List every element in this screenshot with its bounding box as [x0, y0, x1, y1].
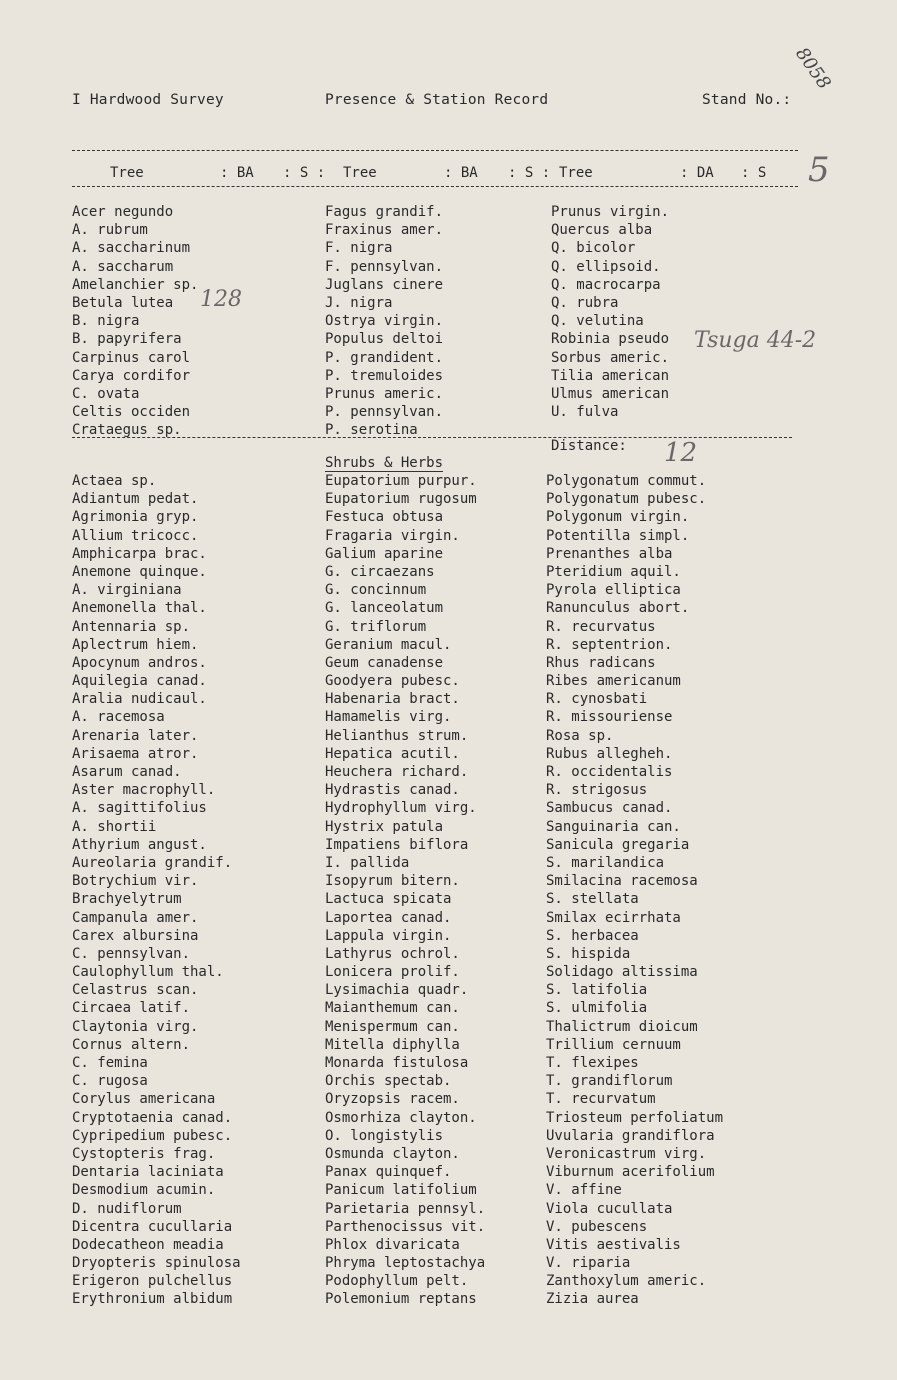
handwritten-tsuga-note: Tsuga 44-2 — [694, 328, 817, 353]
list-item: C. ovata — [72, 385, 140, 402]
list-item: Aralia nudicaul. — [72, 691, 207, 708]
list-item: P. pennsylvan. — [325, 404, 444, 421]
list-item: Geum canadense — [325, 654, 444, 671]
list-item: Dicentra cucullaria — [72, 1218, 233, 1235]
list-item: Potentilla simpl. — [546, 527, 690, 544]
list-item: C. pennsylvan. — [72, 945, 191, 962]
list-item: Arenaria later. — [72, 727, 199, 744]
list-item: S. latifolia — [546, 982, 648, 999]
list-item: Antennaria sp. — [72, 618, 191, 635]
list-item: T. grandiflorum — [546, 1073, 673, 1090]
list-item: Prunus americ. — [325, 385, 444, 402]
list-item: Rubus allegheh. — [546, 745, 673, 762]
col1-ba-header: : BA — [220, 165, 254, 181]
shrub-list-col3 — [546, 472, 723, 1309]
list-item: Carpinus carol — [72, 349, 191, 366]
list-item: Vitis aestivalis — [546, 1236, 681, 1253]
list-item: P. tremuloides — [325, 367, 444, 384]
list-item: Parietaria pennsyl. — [325, 1200, 486, 1217]
stand-number-label: Stand No.: — [702, 92, 792, 108]
list-item: A. saccharum — [72, 258, 174, 275]
list-item: Populus deltoi — [325, 331, 444, 348]
col2-tree-header: Tree — [343, 165, 377, 181]
list-item: Veronicastrum virg. — [546, 1145, 707, 1162]
list-item: Pyrola elliptica — [546, 582, 681, 599]
list-item: Eupatorium purpur. — [325, 473, 477, 489]
list-item: Q. velutina — [551, 313, 644, 330]
list-item: A. virginiana — [72, 582, 182, 599]
list-item: T. recurvatum — [546, 1091, 656, 1108]
list-item: Rosa sp. — [546, 727, 614, 744]
list-item: Hepatica acutil. — [325, 745, 460, 762]
list-item: J. nigra — [325, 294, 393, 311]
list-item: Aster macrophyll. — [72, 782, 216, 799]
list-item: Q. macrocarpa — [551, 276, 661, 293]
list-item: B. nigra — [72, 313, 140, 330]
tree-list-col1 — [72, 203, 198, 439]
list-item: Menispermum can. — [325, 1018, 460, 1035]
survey-title: I Hardwood Survey — [72, 92, 224, 108]
list-item: G. circaezans — [325, 563, 435, 580]
list-item: Circaea latif. — [72, 1000, 191, 1017]
list-item: Quercus alba — [551, 222, 653, 239]
list-item: Adiantum pedat. — [72, 491, 199, 508]
list-item: V. riparia — [546, 1255, 631, 1272]
list-item: Celtis occiden — [72, 404, 191, 421]
list-item: Campanula amer. — [72, 909, 199, 926]
list-item: Desmodium acumin. — [72, 1182, 216, 1199]
list-item: Agrimonia gryp. — [72, 509, 199, 526]
list-item: Lactuca spicata — [325, 891, 452, 908]
list-item: Polygonatum commut. — [546, 473, 707, 489]
list-item: R. cynosbati — [546, 691, 648, 708]
list-item: Lappula virgin. — [325, 927, 452, 944]
list-item: Hydrastis canad. — [325, 782, 460, 799]
col1-s-header: : S : — [283, 165, 326, 181]
list-item: Lonicera prolif. — [325, 964, 460, 981]
list-item: Crataegus sp. — [72, 422, 182, 439]
list-item: Viola cucullata — [546, 1200, 673, 1217]
list-item: V. pubescens — [546, 1218, 648, 1235]
list-item: G. triflorum — [325, 618, 427, 635]
list-item: Erigeron pulchellus — [72, 1273, 233, 1290]
list-item: Polygonatum pubesc. — [546, 491, 707, 508]
list-item: Phryma leptostachya — [325, 1255, 486, 1272]
list-item: Geranium macul. — [325, 636, 452, 653]
list-item: S. ulmifolia — [546, 1000, 648, 1017]
list-item: Dentaria laciniata — [72, 1164, 224, 1181]
list-item: Sorbus americ. — [551, 349, 670, 366]
list-item: Fagus grandif. — [325, 204, 444, 220]
list-item: Fraxinus amer. — [325, 222, 444, 239]
list-item: Cornus altern. — [72, 1036, 191, 1053]
list-item: Triosteum perfoliatum — [546, 1109, 724, 1126]
list-item: Aureolaria grandif. — [72, 854, 233, 871]
list-item: Asarum canad. — [72, 764, 182, 780]
col2-ba-header: : BA — [444, 165, 478, 181]
list-item: Trillium cernuum — [546, 1036, 681, 1053]
list-item: Osmunda clayton. — [325, 1145, 460, 1162]
list-item: Betula lutea — [72, 294, 174, 311]
list-item: Amphicarpa brac. — [72, 545, 207, 562]
list-item: A. shortii — [72, 818, 157, 835]
list-item: Dryopteris spinulosa — [72, 1255, 241, 1272]
list-item: Cypripedium pubesc. — [72, 1127, 233, 1144]
list-item: Arisaema atror. — [72, 745, 199, 762]
list-item: Panicum latifolium — [325, 1182, 477, 1199]
handwritten-distance-value: 12 — [664, 438, 698, 468]
list-item: Ribes americanum — [546, 673, 681, 690]
list-item: Hystrix patula — [325, 818, 444, 835]
dashed-rule-top — [72, 150, 798, 151]
list-item: Anemone quinque. — [72, 563, 207, 580]
list-item: R. occidentalis — [546, 764, 673, 780]
list-item: Robinia pseudo — [551, 331, 670, 348]
list-item: A. saccharinum — [72, 240, 191, 257]
list-item: Zizia aurea — [546, 1291, 639, 1308]
list-item: R. septentrion. — [546, 636, 673, 653]
list-item: F. nigra — [325, 240, 393, 257]
list-item: Sanicula gregaria — [546, 836, 690, 853]
list-item: Festuca obtusa — [325, 509, 444, 526]
list-item: C. femina — [72, 1055, 148, 1071]
list-item: Solidago altissima — [546, 964, 698, 981]
list-item: Monarda fistulosa — [325, 1055, 469, 1071]
list-item: Q. bicolor — [551, 240, 636, 257]
list-item: U. fulva — [551, 404, 619, 421]
list-item: Athyrium angust. — [72, 836, 207, 853]
list-item: Tilia american — [551, 367, 670, 384]
list-item: B. papyrifera — [72, 331, 182, 348]
list-item: P. serotina — [325, 422, 418, 439]
list-item: Uvularia grandiflora — [546, 1127, 715, 1144]
record-title: Presence & Station Record — [325, 92, 549, 108]
list-item: C. rugosa — [72, 1073, 148, 1090]
list-item: G. concinnum — [325, 582, 427, 599]
col3-da-header: : DA — [680, 165, 714, 181]
shrubs-herbs-label: Shrubs & Herbs — [325, 455, 444, 471]
list-item: Phlox divaricata — [325, 1236, 460, 1253]
list-item: S. marilandica — [546, 854, 665, 871]
list-item: Actaea sp. — [72, 473, 157, 489]
list-item: G. lanceolatum — [325, 600, 444, 617]
list-item: Orchis spectab. — [325, 1073, 452, 1090]
stand-number-handwritten: 8058 — [791, 43, 835, 94]
col2-s-header: : S : — [508, 165, 551, 181]
list-item: Panax quinquef. — [325, 1164, 452, 1181]
list-item: Amelanchier sp. — [72, 276, 199, 293]
list-item: Dodecatheon meadia — [72, 1236, 224, 1253]
list-item: Juglans cinere — [325, 276, 444, 293]
shrub-list-col1 — [72, 472, 241, 1309]
list-item: Celastrus scan. — [72, 982, 199, 999]
list-item: O. longistylis — [325, 1127, 444, 1144]
list-item: Heuchera richard. — [325, 764, 469, 780]
list-item: Carya cordifor — [72, 367, 191, 384]
list-item: Hamamelis virg. — [325, 709, 452, 726]
list-item: Helianthus strum. — [325, 727, 469, 744]
list-item: Maianthemum can. — [325, 1000, 460, 1017]
list-item: Ranunculus abort. — [546, 600, 690, 617]
distance-label: Distance: — [551, 438, 627, 454]
list-item: Aplectrum hiem. — [72, 636, 199, 653]
list-item: V. affine — [546, 1182, 622, 1199]
list-item: Cystopteris frag. — [72, 1145, 216, 1162]
list-item: Ostrya virgin. — [325, 313, 444, 330]
list-item: Eupatorium rugosum — [325, 491, 477, 508]
list-item: Isopyrum bitern. — [325, 873, 460, 890]
list-item: Botrychium vir. — [72, 873, 199, 890]
list-item: R. missouriense — [546, 709, 673, 726]
col3-tree-header: Tree — [559, 165, 593, 181]
list-item: I. pallida — [325, 854, 410, 871]
list-item: Parthenocissus vit. — [325, 1218, 486, 1235]
list-item: A. sagittifolius — [72, 800, 207, 817]
list-item: Podophyllum pelt. — [325, 1273, 469, 1290]
list-item: Acer negundo — [72, 204, 174, 220]
list-item: Prunus virgin. — [551, 204, 670, 220]
list-item: Carex albursina — [72, 927, 199, 944]
list-item: S. herbacea — [546, 927, 639, 944]
col1-tree-header: Tree — [110, 165, 144, 181]
list-item: Rhus radicans — [546, 654, 656, 671]
list-item: Polemonium reptans — [325, 1291, 477, 1308]
list-item: Zanthoxylum americ. — [546, 1273, 707, 1290]
list-item: Lysimachia quadr. — [325, 982, 469, 999]
list-item: Corylus americana — [72, 1091, 216, 1108]
list-item: Caulophyllum thal. — [72, 964, 224, 981]
list-item: Impatiens biflora — [325, 836, 469, 853]
dashed-rule-header — [72, 186, 798, 187]
handwritten-top-right: 5 — [808, 150, 830, 190]
list-item: Anemonella thal. — [72, 600, 207, 617]
list-item: Mitella diphylla — [325, 1036, 460, 1053]
list-item: Sambucus canad. — [546, 800, 673, 817]
list-item: A. racemosa — [72, 709, 165, 726]
list-item: Claytonia virg. — [72, 1018, 199, 1035]
list-item: Aquilegia canad. — [72, 673, 207, 690]
list-item: Sanguinaria can. — [546, 818, 681, 835]
list-item: Prenanthes alba — [546, 545, 673, 562]
list-item: Cryptotaenia canad. — [72, 1109, 233, 1126]
list-item: Lathyrus ochrol. — [325, 945, 460, 962]
list-item: Laportea canad. — [325, 909, 452, 926]
list-item: Q. rubra — [551, 294, 619, 311]
list-item: F. pennsylvan. — [325, 258, 444, 275]
list-item: R. strigosus — [546, 782, 648, 799]
list-item: Fragaria virgin. — [325, 527, 460, 544]
list-item: Hydrophyllum virg. — [325, 800, 477, 817]
col3-s-header: : S — [741, 165, 767, 181]
list-item: Polygonum virgin. — [546, 509, 690, 526]
list-item: Viburnum acerifolium — [546, 1164, 715, 1181]
handwritten-betula-note: 128 — [200, 287, 242, 312]
list-item: Apocynum andros. — [72, 654, 207, 671]
list-item: D. nudiflorum — [72, 1200, 182, 1217]
list-item: Oryzopsis racem. — [325, 1091, 460, 1108]
list-item: Smilacina racemosa — [546, 873, 698, 890]
list-item: Habenaria bract. — [325, 691, 460, 708]
list-item: S. hispida — [546, 945, 631, 962]
list-item: Galium aparine — [325, 545, 444, 562]
list-item: Thalictrum dioicum — [546, 1018, 698, 1035]
list-item: Osmorhiza clayton. — [325, 1109, 477, 1126]
list-item: P. grandident. — [325, 349, 444, 366]
shrub-list-col2 — [325, 472, 485, 1309]
list-item: Goodyera pubesc. — [325, 673, 460, 690]
list-item: Allium tricocc. — [72, 527, 199, 544]
list-item: Brachyelytrum — [72, 891, 182, 908]
list-item: Pteridium aquil. — [546, 563, 681, 580]
tree-list-col3 — [551, 203, 669, 421]
list-item: Ulmus american — [551, 385, 670, 402]
list-item: A. rubrum — [72, 222, 148, 239]
list-item: T. flexipes — [546, 1055, 639, 1071]
tree-list-col2 — [325, 203, 443, 439]
list-item: Q. ellipsoid. — [551, 258, 661, 275]
list-item: Smilax ecirrhata — [546, 909, 681, 926]
list-item: Erythronium albidum — [72, 1291, 233, 1308]
list-item: R. recurvatus — [546, 618, 656, 635]
list-item: S. stellata — [546, 891, 639, 908]
